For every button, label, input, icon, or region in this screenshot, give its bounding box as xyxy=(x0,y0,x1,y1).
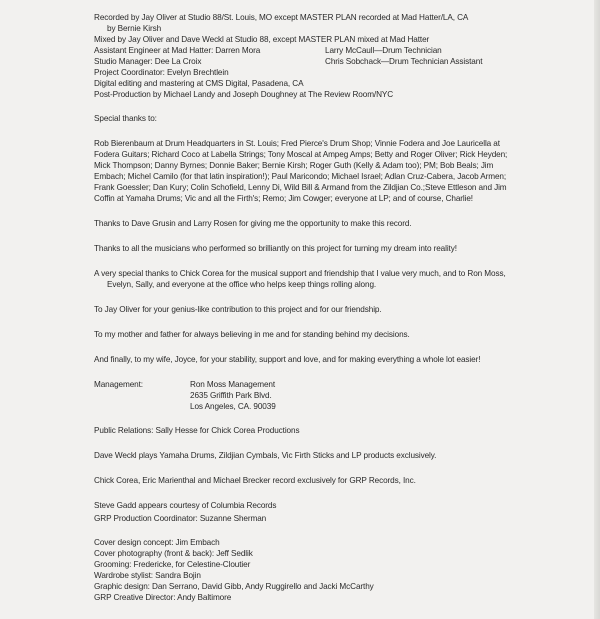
thanks-musicians: Thanks to all the musicians who performed so brilliantly on this project for turning my dream into reality! xyxy=(94,244,457,253)
management-street: 2635 Griffith Park Blvd. xyxy=(190,391,272,400)
thanks-list-line: Frank Goessler; Dan Kury; Colin Schofield, Lenny Di, Wild Bill & Armand from the Zildjian Co.;Steve Ettleson and Jim xyxy=(94,183,507,192)
design-photography: Cover photography (front & back): Jeff Sedlik xyxy=(94,549,253,558)
management-city: Los Angeles, CA. 90039 xyxy=(190,402,276,411)
design-grooming: Grooming: Fredericke, for Celestine-Cloutier xyxy=(94,560,251,569)
thanks-list-line: Mick Thompson; Danny Byrnes; Donnie Baker; Bernie Kirsh; Roger Guth (Kelly & Adam too); PM; Bob Beals; Jim xyxy=(94,161,494,170)
credit-post-production: Post-Production by Michael Landy and Joseph Doughney at The Review Room/NYC xyxy=(94,90,394,99)
thanks-wife: And finally, to my wife, Joyce, for your stability, support and love, and for making everything a whole lot easier! xyxy=(94,355,481,364)
design-wardrobe: Wardrobe stylist: Sandra Bojin xyxy=(94,571,201,580)
thanks-list-line: Fodera Guitars; Richard Coco at Labella Strings; Tony Moscal at Ampeg Amps; Betty and Roger Oliver; Rick Heyden; xyxy=(94,150,508,159)
credit-recorded: Recorded by Jay Oliver at Studio 88/St. Louis, MO except MASTER PLAN recorded at Mad Hatter/LA, CA xyxy=(94,13,469,22)
page-edge-shadow xyxy=(594,0,600,619)
credit-recorded-cont: by Bernie Kirsh xyxy=(107,24,162,33)
public-relations: Public Relations: Sally Hesse for Chick Corea Productions xyxy=(94,426,300,435)
design-concept: Cover design concept: Jim Embach xyxy=(94,538,220,547)
gadd-courtesy: Steve Gadd appears courtesy of Columbia Records xyxy=(94,501,277,510)
credit-digital-editing: Digital editing and mastering at CMS Digital, Pasadena, CA xyxy=(94,79,304,88)
thanks-list-line: Rob Bierenbaum at Drum Headquarters in St. Louis; Fred Pierce's Drum Shop; Vinnie Fodera and Joe Lauricella at xyxy=(94,139,500,148)
credit-project-coordinator: Project Coordinator: Evelyn Brechtlein xyxy=(94,68,229,77)
endorsement: Dave Weckl plays Yamaha Drums, Zildjian Cymbals, Vic Firth Sticks and LP products exclusively. xyxy=(94,451,437,460)
thanks-parents: To my mother and father for always believing in me and for standing behind my decisions. xyxy=(94,330,410,339)
management-label: Management: xyxy=(94,380,143,389)
thanks-heading: Special thanks to: xyxy=(94,114,157,123)
exclusive-recording: Chick Corea, Eric Marienthal and Michael Brecker record exclusively for GRP Records, Inc. xyxy=(94,476,416,485)
thanks-jay-oliver: To Jay Oliver for your genius-like contribution to this project and for our friendship. xyxy=(94,305,382,314)
thanks-corea-cont: Evelyn, Sally, and everyone at the office who helps keep things rolling along. xyxy=(107,280,377,289)
design-creative-director: GRP Creative Director: Andy Baltimore xyxy=(94,593,232,602)
design-graphic: Graphic design: Dan Serrano, David Gibb, Andy Ruggirello and Jacki McCarthy xyxy=(94,582,374,591)
thanks-corea: A very special thanks to Chick Corea for the musical support and friendship that I value very much, and to Ron Moss, xyxy=(94,269,506,278)
management-name: Ron Moss Management xyxy=(190,380,276,389)
thanks-list-line: Embach; Michel Camilo (for that latin inspiration!); Paul Maricondo; Michael Israel; Adlan Cruz-Cabera, Jacob Armen; xyxy=(94,172,507,181)
credit-mixed: Mixed by Jay Oliver and Dave Weckl at Studio 88, except MASTER PLAN mixed at Mad Hatter xyxy=(94,35,430,44)
credit-drum-tech-assistant: Chris Sobchack—Drum Technician Assistant xyxy=(325,57,483,66)
credit-studio-manager: Studio Manager: Dee La Croix xyxy=(94,57,202,66)
thanks-list-line: Coffin at Yamaha Drums; Vic and all the Firth's; Remo; Jim Cowger; everyone at LP; and of course, Charlie! xyxy=(94,194,473,203)
thanks-grusin: Thanks to Dave Grusin and Larry Rosen for giving me the opportunity to make this record. xyxy=(94,219,412,228)
credit-assistant-engineer: Assistant Engineer at Mad Hatter: Darren Mora xyxy=(94,46,261,55)
credit-drum-tech: Larry McCaull—Drum Technician xyxy=(325,46,442,55)
grp-production-coordinator: GRP Production Coordinator: Suzanne Sherman xyxy=(94,514,267,523)
